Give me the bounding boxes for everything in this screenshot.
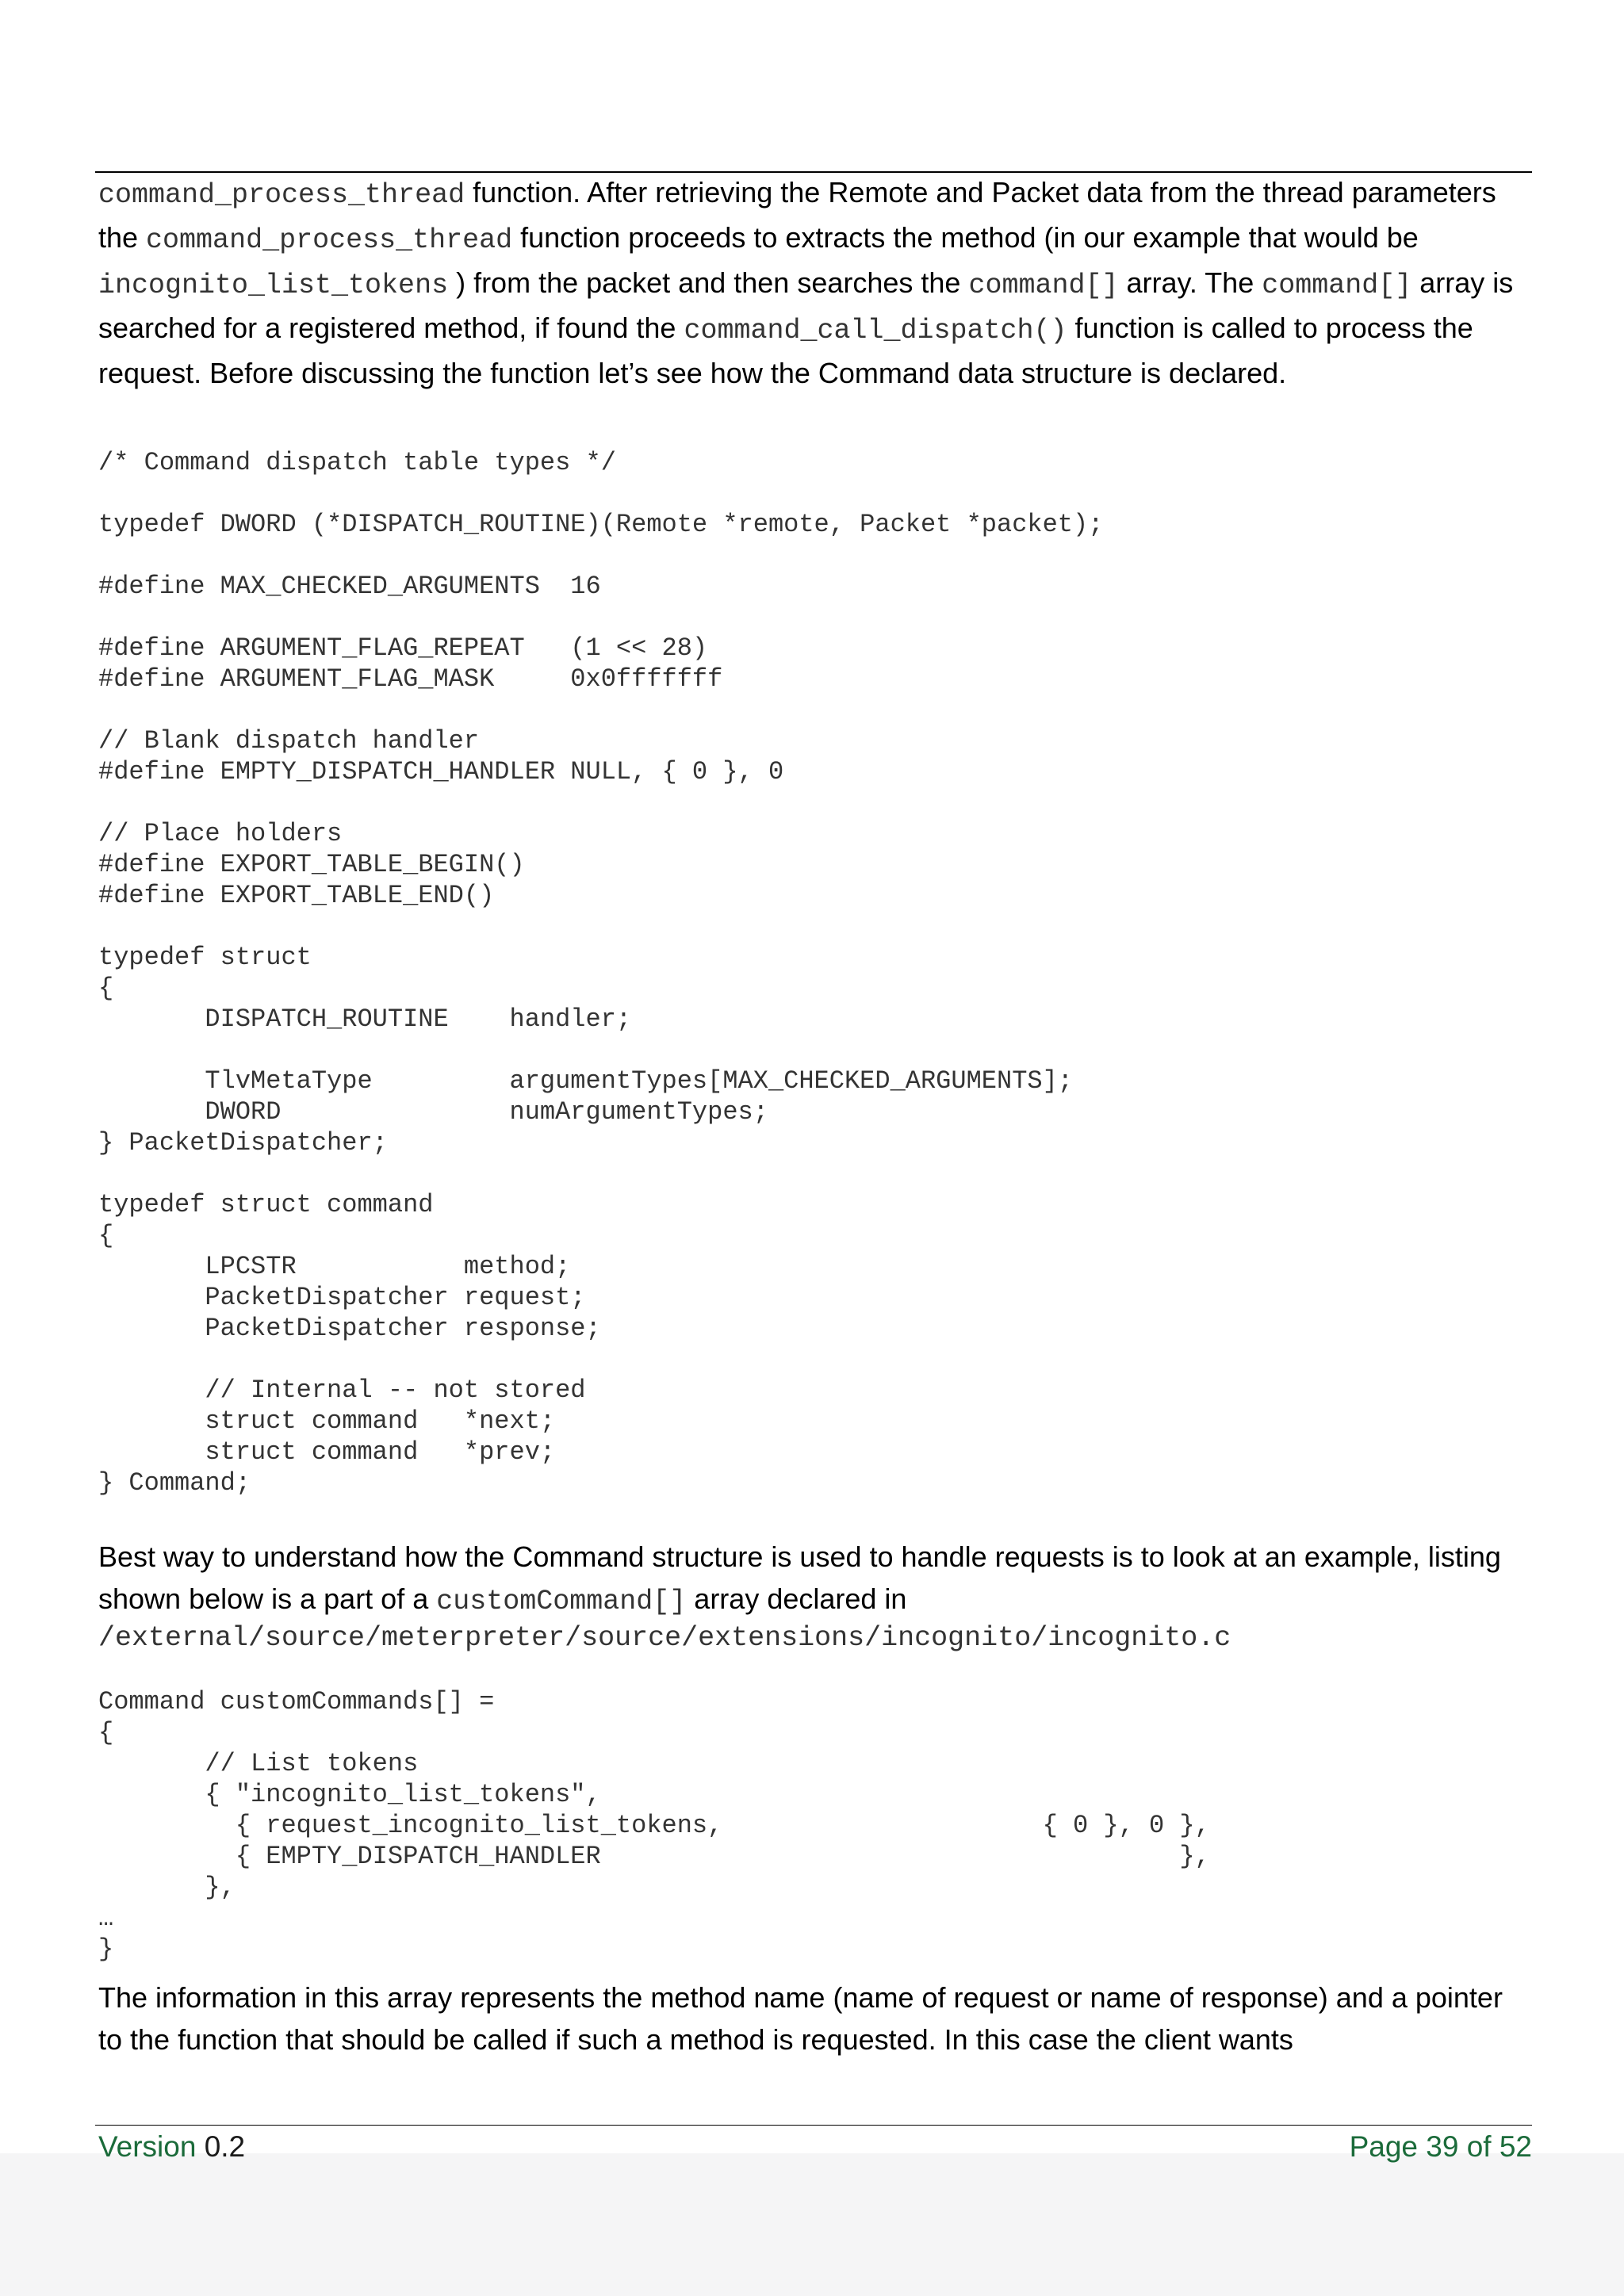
inline-code: command_process_thread xyxy=(146,224,513,256)
version-number: 0.2 xyxy=(204,2130,246,2163)
inline-code: command_process_thread xyxy=(98,179,465,211)
inline-code: command[] xyxy=(1262,270,1412,301)
page-bottom-margin xyxy=(0,2153,1624,2296)
footer-version xyxy=(98,2126,245,2168)
paragraph-method-explanation: The information in this array represents the method name (name of request or name of response) and a pointer to the function that should be called if such a method is requested. In this case the client wants xyxy=(98,1981,1503,2056)
paragraph-example-intro xyxy=(98,1536,1526,1623)
paragraph-text: ) from the packet and then searches the xyxy=(448,266,969,299)
inline-code: customCommand[] xyxy=(436,1586,687,1617)
inline-code: incognito_list_tokens xyxy=(98,270,449,301)
version-label: Version xyxy=(98,2130,205,2163)
code-block-command-struct: /* Command dispatch table types */ typedef DWORD (*DISPATCH_ROUTINE)(Remote *remote, Packet *packet); #define MAX_CHECKED_ARGUMENTS 16 #define ARGUMENT_FLAG_REPEAT (1 << 28) #define ARGUMENT_FLAG_MASK 0x0fffffff // Blank dispatch handler #define EMPTY_DISPATCH_HANDLER NULL, { 0 }, 0 // Place holders #define EXPORT_TABLE_BEGIN() #define EXPORT_TABLE_END() typedef struct { DISPATCH_ROUTINE handler; TlvMetaType argumentTypes[MAX_CHECKED_ARGUMENTS]; DWORD numArgumentTypes; } PacketDispatcher; typedef struct command { LPCSTR method; PacketDispatcher request; PacketDispatcher response; // Internal -- not stored struct command *next; struct command *prev; } Command; xyxy=(98,448,1104,1498)
inline-code: command[] xyxy=(968,270,1119,301)
paragraph-text: array. The xyxy=(1118,266,1262,299)
paragraph-command-process-thread xyxy=(98,171,1526,394)
footer-rule xyxy=(95,2125,1532,2126)
paragraph-text: function is called to process the request. Before discussing the function let’s see how the Command data structure is declared. xyxy=(98,312,1473,389)
source-file-path: /external/source/meterpreter/source/extensions/incognito/incognito.c xyxy=(98,1622,1231,1654)
inline-code: command_call_dispatch() xyxy=(684,315,1067,346)
code-block-custom-commands: Command customCommands[] = { // List tokens { "incognito_list_tokens", { request_incognito_list_tokens, { 0 }, 0 }, { EMPTY_DISPATCH_HANDLER }, }, … } xyxy=(98,1687,1210,1964)
paragraph-text: array is searched for a registered method, if found the xyxy=(98,266,1514,344)
paragraph-text: function. After retrieving the Remote and Packet data from the thread parameters the xyxy=(98,176,1496,254)
paragraph-text: array declared in xyxy=(686,1582,907,1615)
paragraph-text: function proceeds to extracts the method (in our example that would be xyxy=(512,221,1419,254)
footer-page-number: Page 39 of 52 xyxy=(1349,2130,1532,2163)
paragraph-text: Best way to understand how the Command structure is used to handle requests is to look at an example, listing shown below is a part of a xyxy=(98,1540,1501,1615)
